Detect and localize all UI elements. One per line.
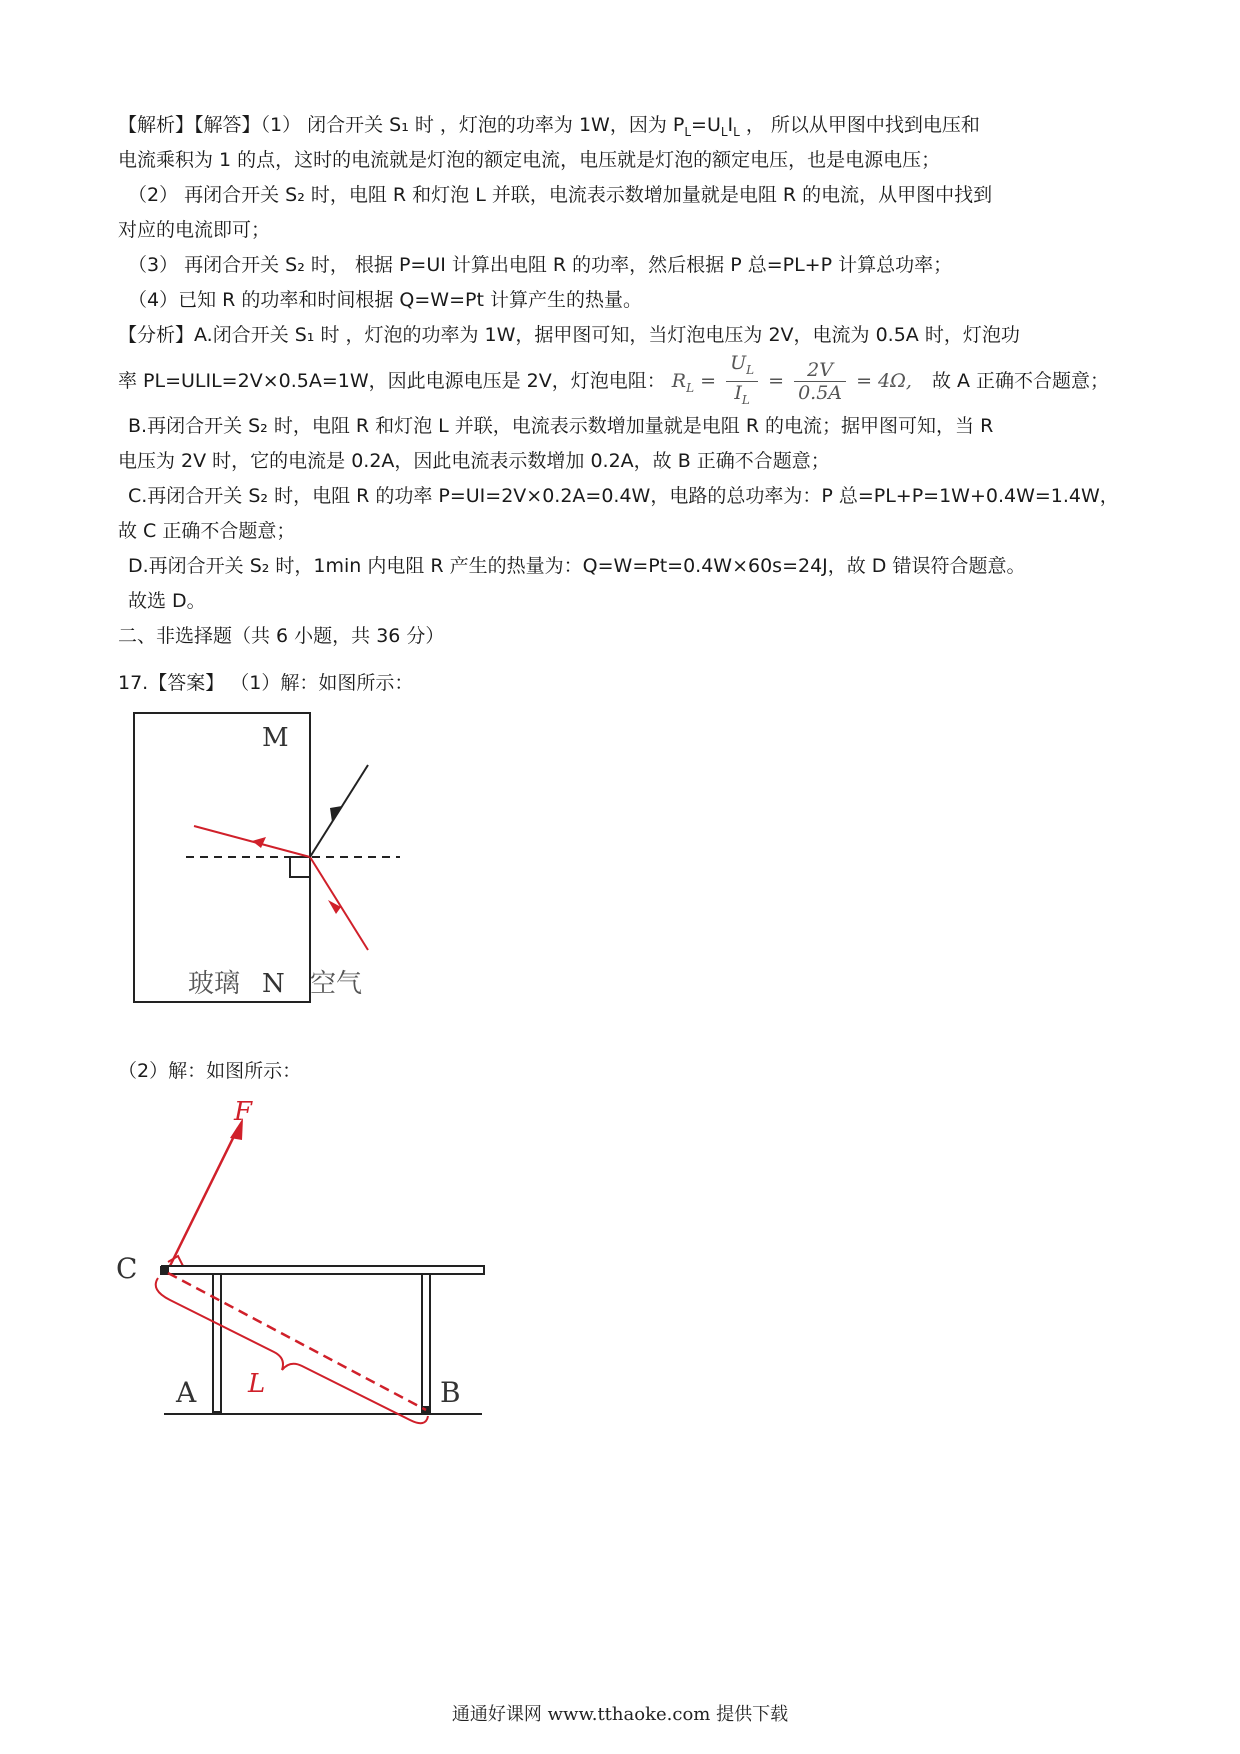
analysis-line-8: 率 PL=ULIL=2V×0.5A=1W，因此电源电压是 2V，灯泡电阻： $R_L$ = $\frac{U_L}{I_L}$ = $\frac{2V}{0.5A}$ = 4Ω, 故 A 正确不合题意； <box>118 352 1109 412</box>
lever-diagram <box>110 1090 510 1450</box>
table-top <box>162 1266 484 1274</box>
label-b: B <box>440 1376 461 1409</box>
analysis-line-5: （3） 再闭合开关 S₂ 时， 根据 P=UI 计算出电阻 R 的功率，然后根据 P 总=PL+P 计算总功率； <box>128 254 953 276</box>
formula-result: = 4Ω, <box>856 369 912 392</box>
label-f: F <box>234 1097 253 1127</box>
analysis-line-13: D.再闭合开关 S₂ 时，1min 内电阻 R 产生的热量为：Q=W=Pt=0.4W×60s=24J，故 D 错误符合题意。 <box>128 555 1026 577</box>
analysis-line-7: 【分析】A.闭合开关 S₁ 时 ，灯泡的功率为 1W，据甲图可知，当灯泡电压为 2V，电流为 0.5A 时，灯泡功 <box>118 324 1020 346</box>
incident-ray <box>310 857 368 950</box>
label-c: C <box>116 1252 138 1285</box>
lever-arm-brace <box>156 1278 428 1423</box>
right-angle-mark <box>290 857 310 877</box>
section-heading: 二、非选择题（共 6 小题，共 36 分） <box>118 625 445 647</box>
formula-fraction-2: $\frac{2V}{0.5A}$ <box>794 359 846 404</box>
q17-answer-label: 17.【答案】 （1）解：如图所示： <box>118 672 414 694</box>
force-arrow-line <box>168 1128 238 1270</box>
refracted-ray-arrow <box>252 837 266 848</box>
analysis-line-6: （4）已知 R 的功率和时间根据 Q=W=Pt 计算产生的热量。 <box>128 289 642 311</box>
analysis-line-14: 故选 D。 <box>128 590 206 612</box>
analysis-line-4: 对应的电流即可； <box>118 219 271 241</box>
analysis-line-2: 电流乘积为 1 的点，这时的电流就是灯泡的额定电流，电压就是灯泡的额定电压，也是电源电压； <box>118 149 941 171</box>
lever-arm-dashed <box>168 1273 426 1410</box>
formula-lhs: $R_L$ = <box>671 369 717 395</box>
analysis-line-10: 电压为 2V 时，它的电流是 0.2A，因此电流表示数增加 0.2A，故 B 正确不合题意； <box>118 450 830 472</box>
page-footer: 通通好课网 www.tthaoke.com 提供下载 <box>451 1704 789 1725</box>
point-c <box>160 1266 169 1275</box>
leg-a <box>213 1274 221 1412</box>
label-glass: 玻璃 <box>188 969 241 999</box>
reflected-ray-arrow <box>330 806 342 822</box>
label-n: N <box>262 969 285 999</box>
analysis-line-3: （2） 再闭合开关 S₂ 时，电阻 R 和灯泡 L 并联，电流表示数增加量就是电阻 R 的电流，从甲图中找到 <box>128 184 993 206</box>
label-a: A <box>176 1376 197 1409</box>
analysis-line-11: C.再闭合开关 S₂ 时，电阻 R 的功率 P=UI=2V×0.2A=0.4W，电路的总功率为：P 总=PL+P=1W+0.4W=1.4W， <box>128 485 1119 507</box>
label-l: L <box>248 1369 266 1399</box>
analysis-line-12: 故 C 正确不合题意； <box>118 520 296 542</box>
formula-fraction-1: $\frac{U_L}{I_L}$ <box>726 352 758 411</box>
reflected-ray <box>310 765 368 857</box>
label-air: 空气 <box>310 969 363 999</box>
leg-b <box>422 1274 430 1412</box>
analysis-line-9: B.再闭合开关 S₂ 时，电阻 R 和灯泡 L 并联，电流表示数增加量就是电阻 R 的电流；据甲图可知，当 R <box>128 415 994 437</box>
label-m: M <box>262 723 289 753</box>
q17-part2-label: （2）解：如图所示： <box>118 1060 302 1082</box>
refraction-diagram <box>110 700 430 1020</box>
refracted-ray <box>194 826 310 857</box>
analysis-line-1: 【解析】【解答】（1） 闭合开关 S₁ 时 ，灯泡的功率为 1W，因为 $P_L=U_LI_L$ ， 所以从甲图中找到电压和 <box>118 114 980 139</box>
